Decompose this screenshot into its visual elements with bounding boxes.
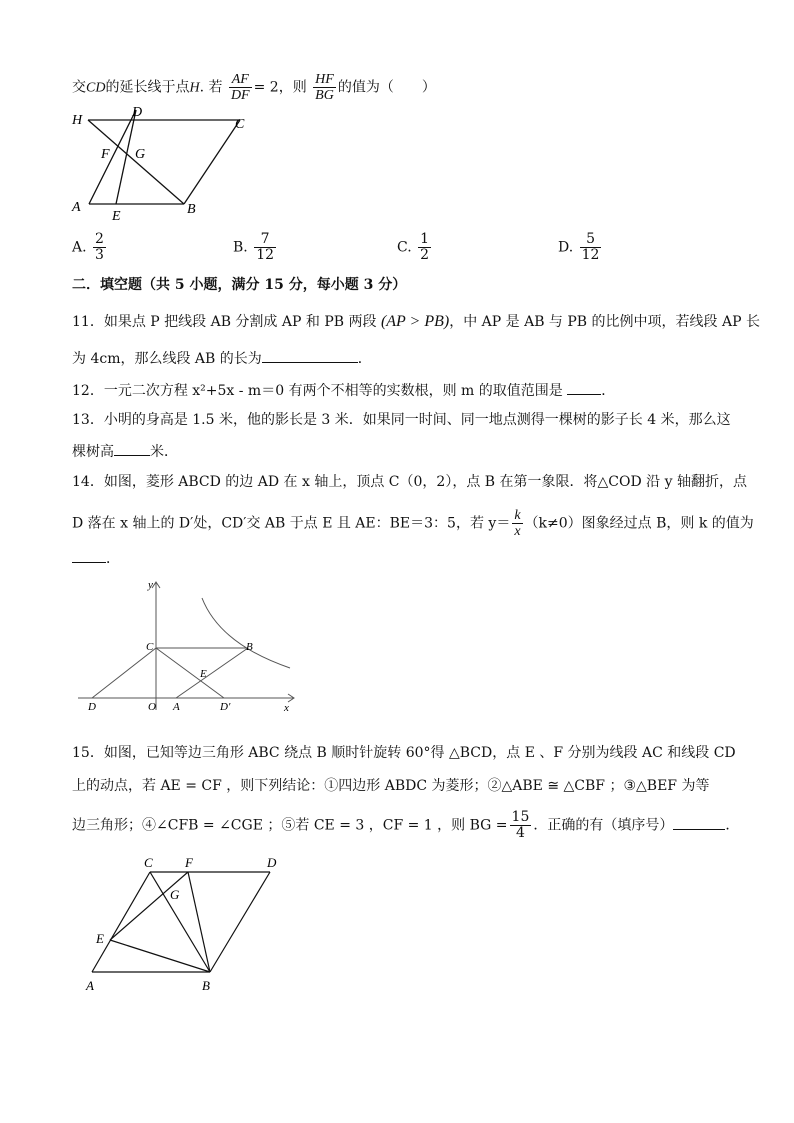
fraction-k-x: $\frac{k}{x}$: [514, 508, 521, 539]
label-a: A: [72, 200, 81, 215]
line-eb: [110, 940, 210, 972]
label-x: x: [284, 702, 289, 714]
label-a: A: [173, 701, 180, 713]
q15-line2: 上的动点，若 AE = CF ，则下列结论：①四边形 ABDC 为菱形；②△ABE ≅ △CBF ；③△BEF 为等: [72, 778, 710, 794]
label-b: B: [187, 202, 196, 217]
label-c: C: [146, 641, 154, 653]
label-dprime: D′: [220, 701, 231, 713]
q14-coordinate-figure: [72, 574, 312, 720]
label-b: B: [202, 978, 210, 993]
option-d[interactable]: D. $\frac{5}{12}$: [558, 231, 600, 263]
line-dc: [92, 648, 156, 698]
label-f: F: [185, 855, 193, 870]
section2-title: 二．填空题（共 5 小题，满分 15 分，每小题 3 分）: [72, 277, 407, 293]
label-d: D: [132, 105, 143, 120]
option-c[interactable]: C. $\frac{1}{2}$: [397, 231, 430, 263]
label-b: B: [246, 641, 253, 653]
label-e: E: [96, 931, 104, 946]
option-a[interactable]: A. $\frac{2}{3}$: [72, 231, 104, 263]
label-o: O: [148, 701, 156, 713]
line-hb: [88, 120, 184, 204]
q14-line3: ．: [72, 548, 120, 569]
q13-answer-blank[interactable]: [114, 441, 150, 456]
q15-line3: 边三角形；④∠CFB = ∠CGE ；⑤若 CE = 3 ，CF = 1 ，则 BG = $\frac{15}{4}$ ．正确的有（填序号） ．: [72, 809, 740, 841]
label-a: A: [86, 978, 94, 993]
q15-answer-blank[interactable]: [673, 815, 725, 830]
q11-line2: 为 4cm，那么线段 AB 的长为 ．: [72, 348, 372, 369]
fraction-af-df: $\frac{AF}{DF}$: [230, 72, 250, 103]
line-cdprime: [156, 648, 224, 698]
fraction-hf-bg: $\frac{HF}{BG}$: [315, 72, 334, 103]
label-g: G: [170, 887, 180, 902]
label-c: C: [235, 117, 245, 132]
q11-answer-blank[interactable]: [262, 348, 358, 363]
line-ba: [176, 648, 248, 698]
line-cb: [184, 120, 240, 204]
q13-line2: 棵树高 米．: [72, 441, 178, 462]
label-c: C: [144, 855, 153, 870]
q10-parallelogram-figure: [64, 100, 254, 225]
label-e: E: [200, 668, 207, 680]
label-e: E: [112, 209, 121, 224]
option-b[interactable]: B. $\frac{7}{12}$: [233, 231, 275, 263]
label-d: D: [88, 701, 96, 713]
fraction-15-4: $\frac{15}{4}$: [511, 809, 530, 841]
line-de: [116, 110, 136, 204]
q11-line1: 11．如果点 P 把线段 AB 分割成 AP 和 PB 两段 (AP > PB)，中 AP 是 AB 与 PB 的比例中项，若线段 AP 长: [72, 313, 760, 330]
label-y: y: [148, 579, 153, 591]
line-ef: [110, 872, 188, 940]
q14-line1: 14．如图，菱形 ABCD 的边 AD 在 x 轴上，顶点 C（0，2），点 B 在第一象限．将△COD 沿 y 轴翻折，点: [72, 474, 747, 490]
line-ad: [89, 110, 136, 204]
q15-line1: 15．如图，已知等边三角形 ABC 绕点 B 顺时针旋转 60°得 △BCD，点 E 、F 分别为线段 AC 和线段 CD: [72, 745, 736, 761]
line-fb: [188, 872, 210, 972]
q14-answer-blank[interactable]: [72, 548, 106, 563]
label-d: D: [267, 855, 277, 870]
q15-rhombus-figure: [82, 852, 288, 998]
hyperbola-curve: [202, 598, 290, 668]
line-db: [210, 872, 270, 972]
q10-stem: 交CD的延长线于点H. 若 $\frac{AF}{DF}$ = 2，则 $\frac{HF}{BG}$ 的值为（ ）: [72, 72, 436, 103]
line-cb: [150, 872, 210, 972]
label-g: G: [135, 147, 146, 162]
q14-line2: D 落在 x 轴上的 D′处，CD′交 AB 于点 E 且 AE：BE＝3：5，若 y＝ $\frac{k}{x}$ （k≠0）图象经过点 B，则 k 的值为: [72, 508, 754, 539]
q12-line: 12．一元二次方程 x²+5x - m＝0 有两个不相等的实数根，则 m 的取值范围是 ．: [72, 380, 615, 401]
label-f: F: [101, 147, 110, 162]
q13-line1: 13．小明的身高是 1.5 米，他的影长是 3 米．如果同一时间、同一地点测得一棵树的影子长 4 米，那么这: [72, 412, 731, 428]
q12-answer-blank[interactable]: [567, 380, 601, 395]
label-h: H: [72, 113, 83, 128]
line-ac: [92, 872, 150, 972]
